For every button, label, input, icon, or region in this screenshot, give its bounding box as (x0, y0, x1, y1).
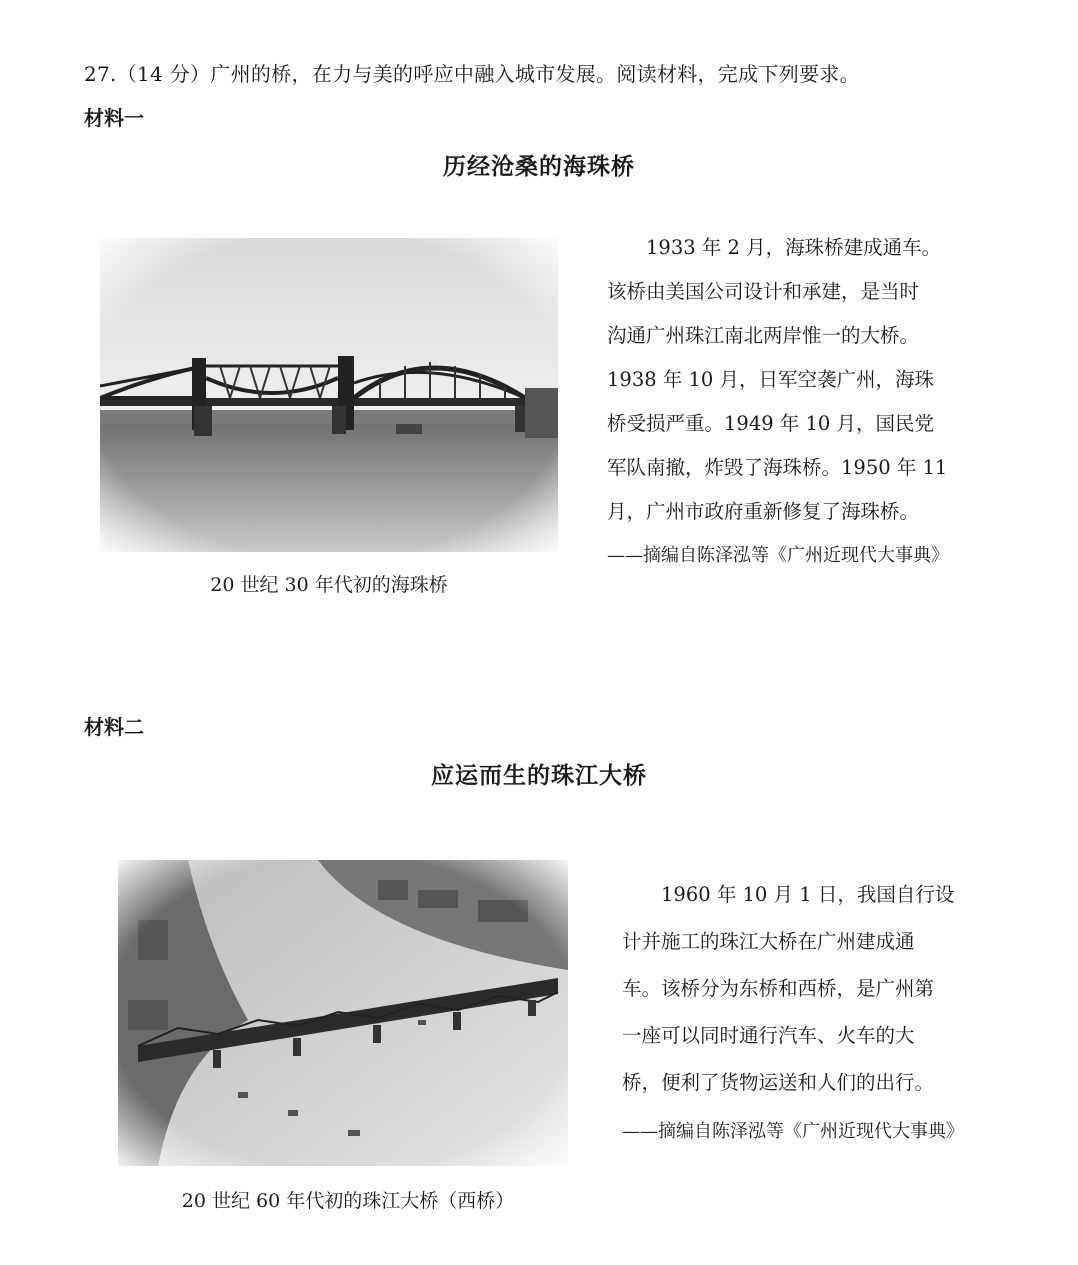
text-line: 沟通广州珠江南北两岸惟一的大桥。 (607, 324, 920, 347)
material2-label: 材料二 (84, 715, 144, 739)
text-line: 1933 年 2 月，海珠桥建成通车。 (646, 236, 942, 259)
zhujiang-bridge-photo (118, 860, 568, 1166)
text-line: 军队南撤，炸毁了海珠桥。1950 年 11 (607, 456, 948, 479)
haizhu-bridge-photo (100, 238, 558, 552)
text-line: 1938 年 10 月，日军空袭广州，海珠 (607, 368, 935, 391)
text-line: 1960 年 10 月 1 日，我国自行设 (661, 883, 955, 906)
text-line: 桥，便利了货物运送和人们的出行。 (622, 1071, 935, 1094)
material2-caption: 20 世纪 60 年代初的珠江大桥（西桥） (181, 1190, 515, 1212)
material2-title: 应运而生的珠江大桥 (431, 763, 647, 789)
material2-source: ——摘编自陈泽泓等《广州近现代大事典》 (622, 1121, 964, 1142)
material1-label: 材料一 (84, 106, 144, 130)
question-stem: 27.（14 分）广州的桥，在力与美的呼应中融入城市发展。阅读材料，完成下列要求。 (84, 62, 860, 86)
text-line: 一座可以同时通行汽车、火车的大 (622, 1024, 915, 1047)
text-line: 计并施工的珠江大桥在广州建成通 (622, 930, 915, 953)
material1-caption: 20 世纪 30 年代初的海珠桥 (210, 574, 448, 596)
text-line: 桥受损严重。1949 年 10 月，国民党 (607, 412, 935, 435)
material1-text (607, 226, 993, 534)
material1-source: ——摘编自陈泽泓等《广州近现代大事典》 (607, 545, 949, 566)
text-line: 该桥由美国公司设计和承建，是当时 (607, 280, 920, 303)
text-line: 车。该桥分为东桥和西桥，是广州第 (622, 977, 935, 1000)
material1-title: 历经沧桑的海珠桥 (443, 154, 635, 180)
material2-text (622, 871, 994, 1106)
text-line: 月，广州市政府重新修复了海珠桥。 (607, 500, 920, 523)
